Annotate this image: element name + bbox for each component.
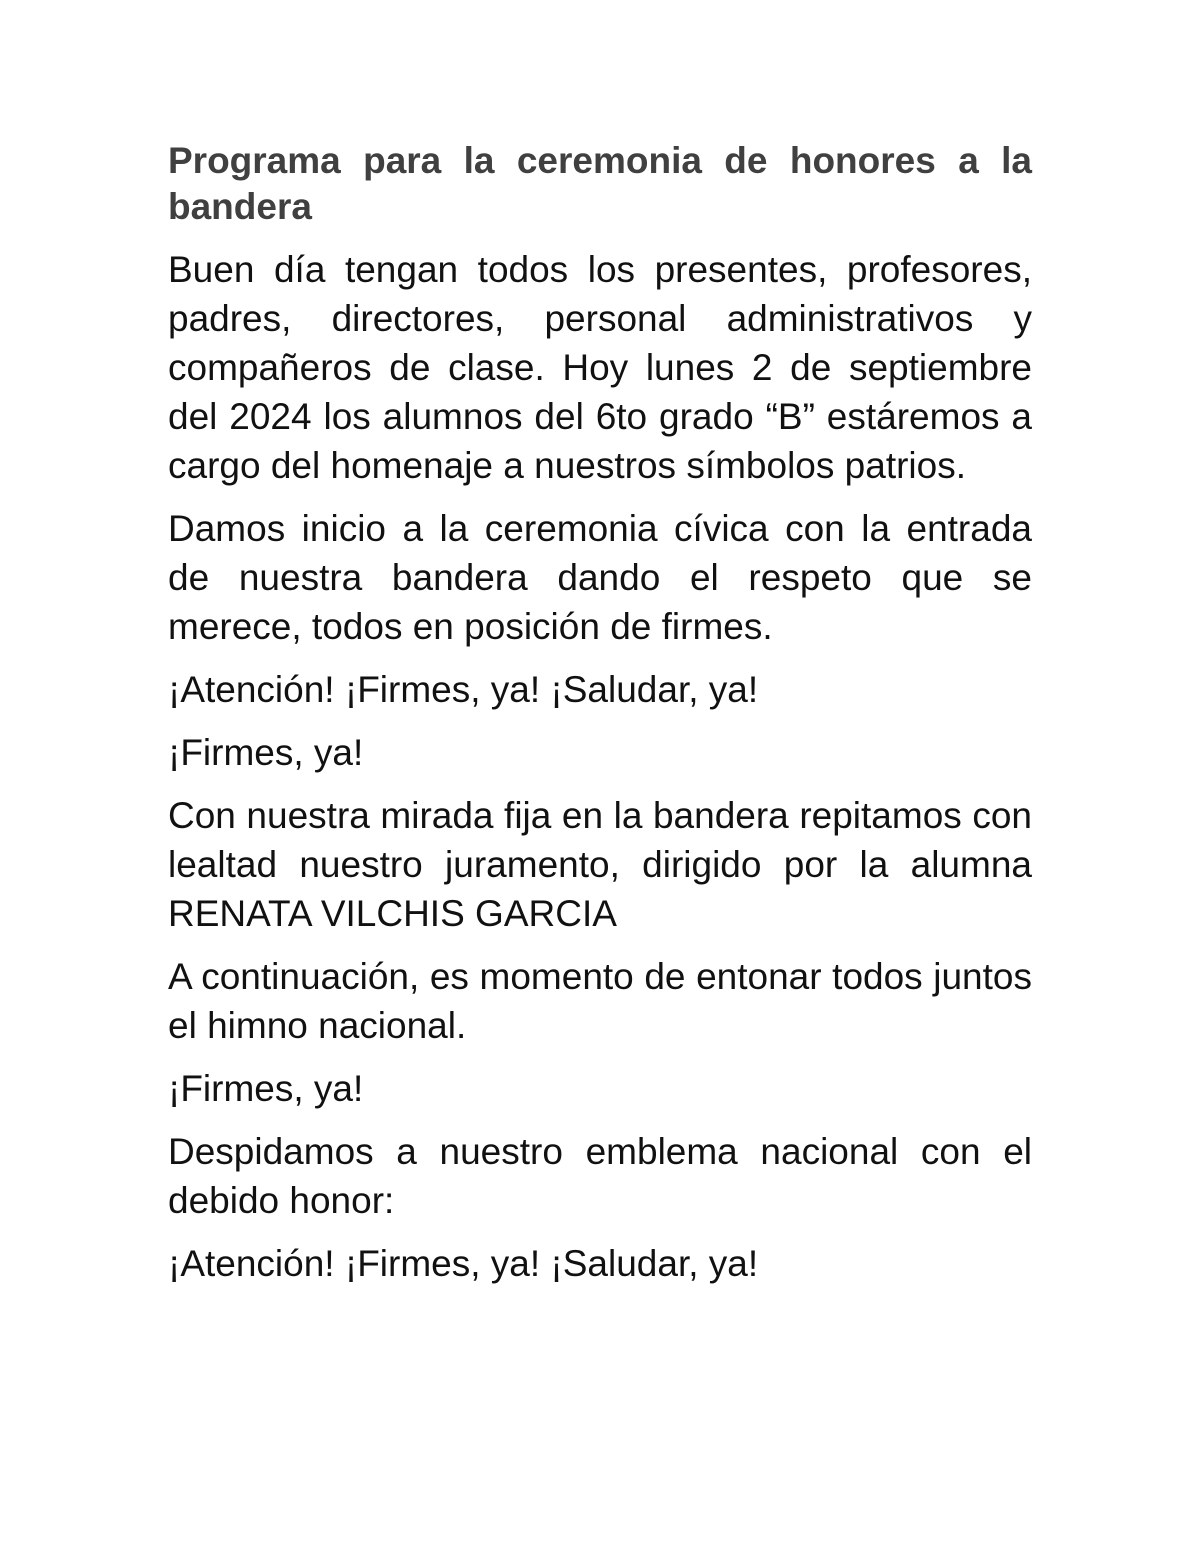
paragraph-command-firmes-2: ¡Firmes, ya! xyxy=(168,1068,364,1109)
paragraph-greeting: Buen día tengan todos los presentes, profesores, padres, directores, personal administrativos y compañeros de clase. Hoy lunes 2 de septiembre del 2024 los alumnos del 6to grado “B” estáremos a cargo del homenaje a nuestros símbolos patrios. xyxy=(168,249,1032,486)
paragraph-command-salute-2: ¡Atención! ¡Firmes, ya! ¡Saludar, ya! xyxy=(168,1243,759,1284)
document-page xyxy=(168,138,1032,1302)
paragraph-command-firmes: ¡Firmes, ya! xyxy=(168,732,364,773)
document-title: Programa para la ceremonia de honores a la bandera xyxy=(168,140,1032,227)
paragraph-oath: Con nuestra mirada fija en la bandera repitamos con lealtad nuestro juramento, dirigido por la alumna RENATA VILCHIS GARCIA xyxy=(168,795,1032,934)
paragraph-anthem: A continuación, es momento de entonar todos juntos el himno nacional. xyxy=(168,956,1032,1046)
paragraph-command-salute: ¡Atención! ¡Firmes, ya! ¡Saludar, ya! xyxy=(168,669,759,710)
paragraph-ceremony-start: Damos inicio a la ceremonia cívica con la entrada de nuestra bandera dando el respeto que se merece, todos en posición de firmes. xyxy=(168,508,1032,647)
paragraph-farewell: Despidamos a nuestro emblema nacional con el debido honor: xyxy=(168,1131,1032,1221)
